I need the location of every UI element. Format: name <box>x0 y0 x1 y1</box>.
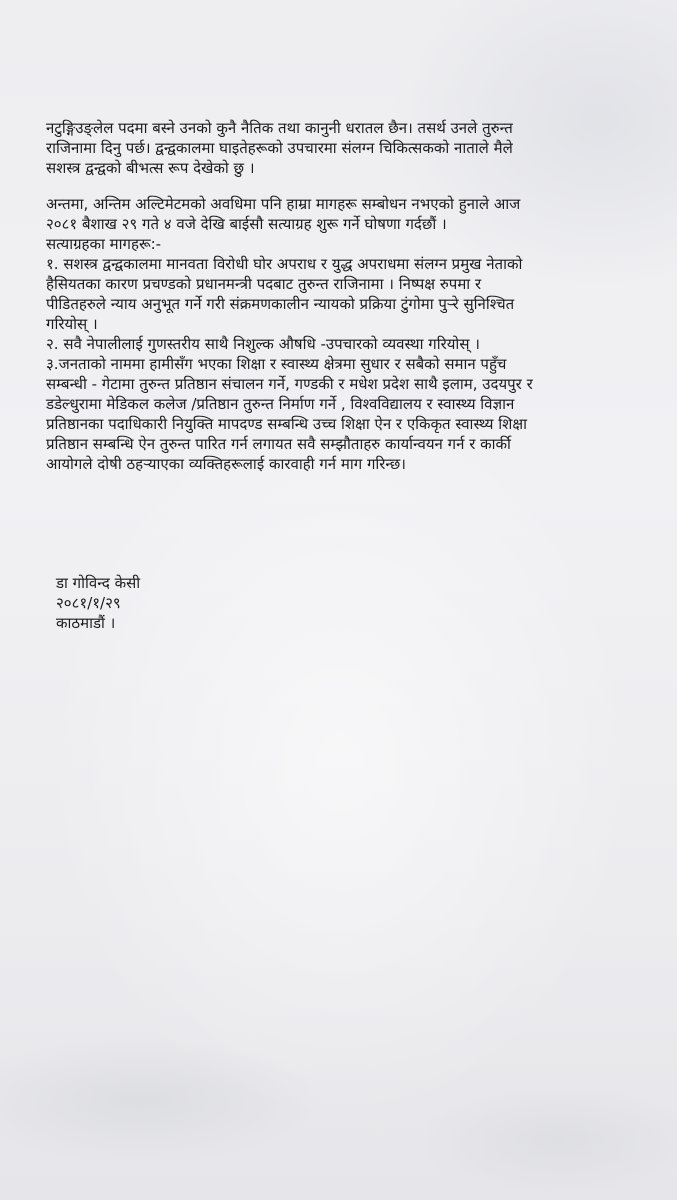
paper-shadow <box>0 1000 677 1200</box>
text-line: आयोगले दोषी ठहऱ्याएका व्यक्तिहरूलाई कारवाही गर्न माग गरिन्छ। <box>46 455 406 473</box>
text-line: प्रतिष्ठानका पदाधिकारी नियुक्ति मापदण्ड सम्बन्धि उच्च शिक्षा ऐन र एकिकृत स्वास्थ्य शिक्षा <box>46 415 527 433</box>
text-line: २०८१ बैशाख २९ गते ४ वजे देखि बाईसौ सत्याग्रह शुरू गर्ने घोषणा गर्दछौं । <box>46 215 447 233</box>
text-line: प्रतिष्ठान सम्बन्धि ऐन तुरुन्त पारित गर्न लगायत सवै सम्झौताहरु कार्यान्वयन गर्न र कार्की <box>46 435 511 453</box>
text-line: सम्बन्धी - गेटामा तुरुन्त प्रतिष्ठान संचालन गर्ने, गण्डकी र मधेश प्रदेश साथै इलाम, उदयपुर र <box>46 375 533 393</box>
text-line: डडेल्धुरामा मेडिकल कलेज /प्रतिष्ठान तुरुन्त निर्माण गर्ने , विश्वविद्यालय र स्वास्थ्य विज्ञान <box>46 395 515 413</box>
text-line: राजिनामा दिनु पर्छ। द्वन्द्वकालमा घाइतेहरूको उपचारमा संलग्न चिकित्सकको नाताले मैले <box>46 139 513 157</box>
paragraph-resignation <box>46 118 646 178</box>
text-line: पीडितहरुले न्याय अनुभूत गर्ने गरी संक्रमणकालीन न्यायको प्रक्रिया टुंगोमा पुर्‍रे सुनिश्चित <box>46 295 515 313</box>
text-line: सशस्त्र द्वन्द्वको बीभत्स रूप देखेको छु । <box>46 159 255 177</box>
signature-block <box>56 573 656 633</box>
text-line: नटुङ्गिउङ्लेल पदमा बस्ने उनको कुनै नैतिक तथा कानुनी धरातल छैन। तसर्थ उनले तुरुन्त <box>46 119 513 137</box>
demand-item-1: १. सशस्त्र द्वन्द्वकालमा मानवता विरोधी घोर अपराध र युद्ध अपराधमा संलग्न प्रमुख नेताको <box>46 255 523 273</box>
demand-item-2: २. सवै नेपालीलाई गुणस्तरीय साथै निशुल्क औषधि -उपचारको व्यवस्था गरियोस् । <box>46 335 480 353</box>
text-line: गरियोस् । <box>46 315 98 333</box>
text-line: अन्तमा, अन्तिम अल्टिमेटमको अवधिमा पनि हाम्रा मागहरू सम्बोधन नभएको हुनाले आज <box>46 195 521 213</box>
signatory-name: डा गोविन्द केसी <box>56 574 141 592</box>
demands-heading: सत्याग्रहका मागहरू:- <box>46 235 162 253</box>
signature-place: काठमाडौं । <box>56 614 116 632</box>
signature-date: २०८१/१/२९ <box>56 594 121 612</box>
text-line: हैसियतका कारण प्रचण्डको प्रधानमन्त्री पदबाट तुरुन्त राजिनामा । निष्पक्ष रुपमा र <box>46 275 482 293</box>
demand-item-3: ३.जनताको नाममा हामीसँग भएका शिक्षा र स्वास्थ्य क्षेत्रमा सुधार र सबैको समान पहुँच <box>46 355 507 373</box>
paragraph-demands <box>46 194 646 474</box>
